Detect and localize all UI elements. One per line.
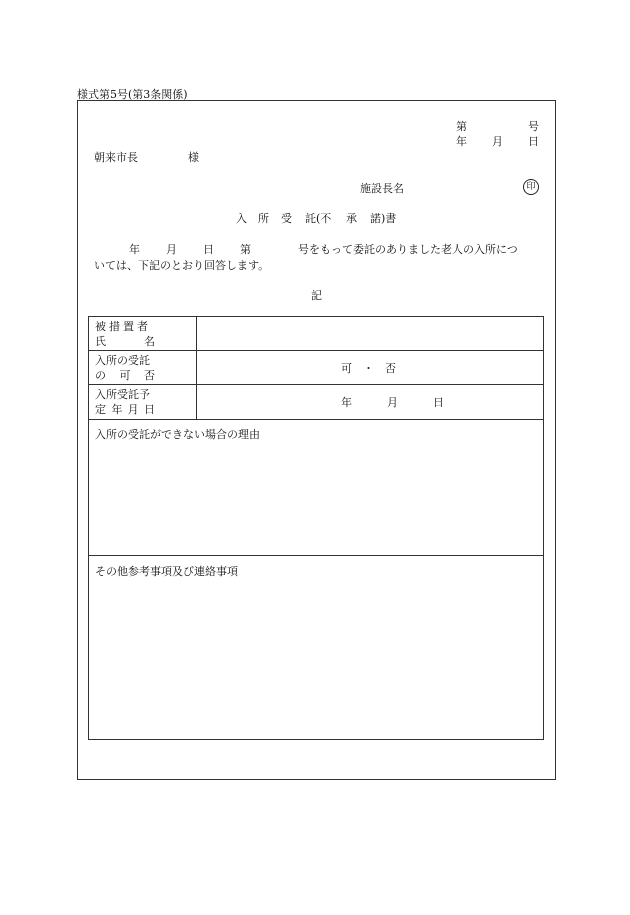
table-row-subject xyxy=(89,317,544,351)
acceptance-option-dot: ・ xyxy=(363,361,374,375)
subject-label-cell xyxy=(89,317,197,351)
header-year: 年 xyxy=(456,135,467,148)
scheduled-date-units xyxy=(341,394,444,410)
form-number-label: 様式第5号(第3条関係) xyxy=(77,88,188,101)
notes-cell[interactable] xyxy=(89,556,544,740)
table-row-notes xyxy=(89,556,544,740)
subject-label-a: 被措置者 xyxy=(95,320,151,333)
header-month: 月 xyxy=(492,135,503,148)
body-text-2: いては、下記のとおり回答します。 xyxy=(94,259,270,272)
facility-director-label: 施設長名 xyxy=(360,182,404,195)
acceptance-label-b-1: 可 xyxy=(119,369,131,382)
reason-cell[interactable] xyxy=(89,420,544,556)
subject-label-b-right: 名 xyxy=(144,335,155,348)
header-dai: 第 xyxy=(456,120,467,133)
acceptance-option-hi: 否 xyxy=(385,361,396,375)
body-text-1: 号をもって委託のありました老人の入所につ xyxy=(298,243,518,256)
body-dai: 第 xyxy=(240,243,251,256)
header-day: 日 xyxy=(528,135,539,148)
table-row-scheduled-date xyxy=(89,385,544,420)
acceptance-label-b-2: 否 xyxy=(144,369,155,382)
scheduled-label-cell xyxy=(89,385,197,420)
body-year: 年 xyxy=(129,243,140,256)
reason-label: 入所の受託ができない場合の理由 xyxy=(95,428,260,441)
doc-title-c1: 所 xyxy=(258,212,269,225)
acceptance-label-cell xyxy=(89,351,197,385)
acceptance-value-cell[interactable] xyxy=(197,351,544,385)
subject-label-b-left: 氏 xyxy=(95,335,106,348)
notes-label: その他参考事項及び連絡事項 xyxy=(95,565,238,578)
scheduled-value-cell[interactable] xyxy=(197,385,544,420)
scheduled-label-a: 入所受託予 xyxy=(95,388,150,401)
acceptance-label-b-0: の xyxy=(95,369,106,382)
addressee-name: 朝来市長 xyxy=(94,151,138,164)
header-go: 号 xyxy=(528,120,539,133)
subject-label-b xyxy=(95,334,155,349)
info-table xyxy=(88,316,544,740)
scheduled-year: 年 xyxy=(341,396,352,409)
scheduled-label-b-2: 月 xyxy=(127,403,139,416)
scheduled-label-b-1: 年 xyxy=(111,403,123,416)
acceptance-options xyxy=(341,360,396,376)
scheduled-label-b-0: 定 xyxy=(95,403,106,416)
table-row-reason xyxy=(89,420,544,556)
addressee-honorific: 様 xyxy=(188,151,199,164)
seal-mark xyxy=(523,179,539,195)
scheduled-month: 月 xyxy=(387,396,398,409)
body-day: 日 xyxy=(203,243,214,256)
doc-title-c3: 託(不 xyxy=(305,212,332,225)
scheduled-day: 日 xyxy=(433,396,444,409)
doc-title-c4: 承 xyxy=(346,212,357,225)
acceptance-label-a: 入所の受託 xyxy=(95,354,150,367)
scheduled-label-b xyxy=(95,402,155,417)
table-row-acceptance xyxy=(89,351,544,385)
doc-title-c2: 受 xyxy=(281,212,292,225)
acceptance-label-b xyxy=(95,368,155,383)
ki-heading: 記 xyxy=(311,289,322,302)
acceptance-option-ka: 可 xyxy=(341,361,352,375)
seal-circle-icon: 印 xyxy=(523,179,539,195)
doc-title-c5: 諾)書 xyxy=(370,212,397,225)
subject-name-field[interactable] xyxy=(197,317,544,351)
scheduled-label-b-3: 日 xyxy=(143,403,155,416)
doc-title-c0: 入 xyxy=(236,212,247,225)
body-month: 月 xyxy=(166,243,177,256)
